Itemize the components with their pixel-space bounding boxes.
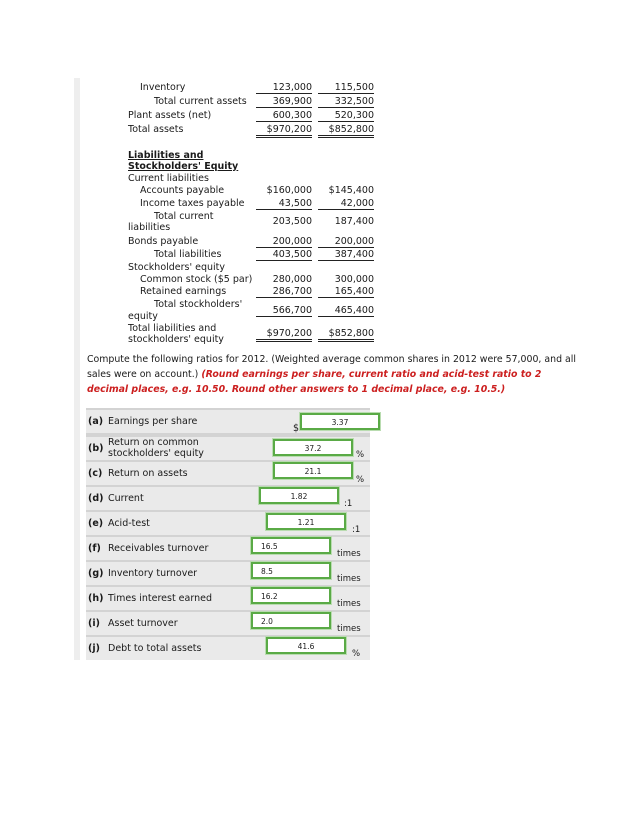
stockholders-equity-label: Stockholders' equity [128,262,226,273]
return-on-assets-input[interactable]: 21.1 [273,462,353,479]
receivables-turnover-input[interactable]: 16.5 [251,537,331,554]
row-income-taxes-payable: Income taxes payable 43,500 42,000 [140,198,374,209]
row-inventory: Inventory 123,000 115,500 [140,82,374,93]
current-liabilities-label: Current liabilities [128,173,209,184]
row-retained-earnings: Retained earnings 286,700 165,400 [140,286,374,297]
row-total-liabilities: Total liabilities 403,500 387,400 [154,249,374,260]
row-total-current-assets: Total current assets 369,900 332,500 [154,96,374,107]
answer-row-d: (d) Current 1.82 :1 [86,487,370,510]
answer-row-a: (a) Earnings per share $ 3.37 [86,410,370,433]
liabilities-heading-line2: Stockholders' Equity [128,161,239,172]
left-margin-bar [74,78,80,660]
row-total-liabilities-equity: Total liabilities and stockholders' equity $970,200 $852,800 [128,323,374,345]
row-plant-assets: Plant assets (net) 600,300 520,300 [128,110,374,121]
answer-row-c: (c) Return on assets 21.1 % [86,462,370,485]
rounding-instructions: (Round earnings per share, current ratio and acid-test ratio to 2 decimal places, e.g. 10.50. Round other answers to 1 decimal place, e.g. 10.5.) [87,369,542,395]
inventory-turnover-input[interactable]: 8.5 [251,562,331,579]
answer-row-i: (i) Asset turnover 2.0 times [86,612,370,635]
row-common-stock: Common stock ($5 par) 280,000 300,000 [140,274,374,285]
acid-test-input[interactable]: 1.21 [266,513,346,530]
row-accounts-payable: Accounts payable $160,000 $145,400 [140,185,374,196]
answer-panel [86,408,370,660]
answer-row-f: (f) Receivables turnover 16.5 times [86,537,370,560]
liabilities-heading-line1: Liabilities and [128,150,204,161]
answer-row-e: (e) Acid-test 1.21 :1 [86,512,370,535]
current-ratio-input[interactable]: 1.82 [259,487,339,504]
row-total-assets: Total assets $970,200 $852,800 [128,124,388,142]
eps-input[interactable]: 3.37 [300,413,380,430]
answer-row-j: (j) Debt to total assets 41.6 % [86,637,370,660]
times-interest-earned-input[interactable]: 16.2 [251,587,331,604]
asset-turnover-input[interactable]: 2.0 [251,612,331,629]
answer-row-b: (b) Return on common stockholders' equity 37.2 % [86,437,370,460]
return-on-equity-input[interactable]: 37.2 [273,439,353,456]
debt-to-total-assets-input[interactable]: 41.6 [266,637,346,654]
answer-row-g: (g) Inventory turnover 8.5 times [86,562,370,585]
answer-row-h: (h) Times interest earned 16.2 times [86,587,370,610]
instructions [87,352,577,397]
row-bonds-payable: Bonds payable 200,000 200,000 [128,236,374,247]
row-total-current-liabilities: Total current liabilities 203,500 187,400 [128,211,374,233]
instructions-text: Compute the following ratios for 2012. (Weighted average common shares in 2012 were 57,000, and all sales were on account.) [87,354,576,380]
row-total-stockholders-equity: Total stockholders' equity 566,700 465,400 [128,299,374,322]
